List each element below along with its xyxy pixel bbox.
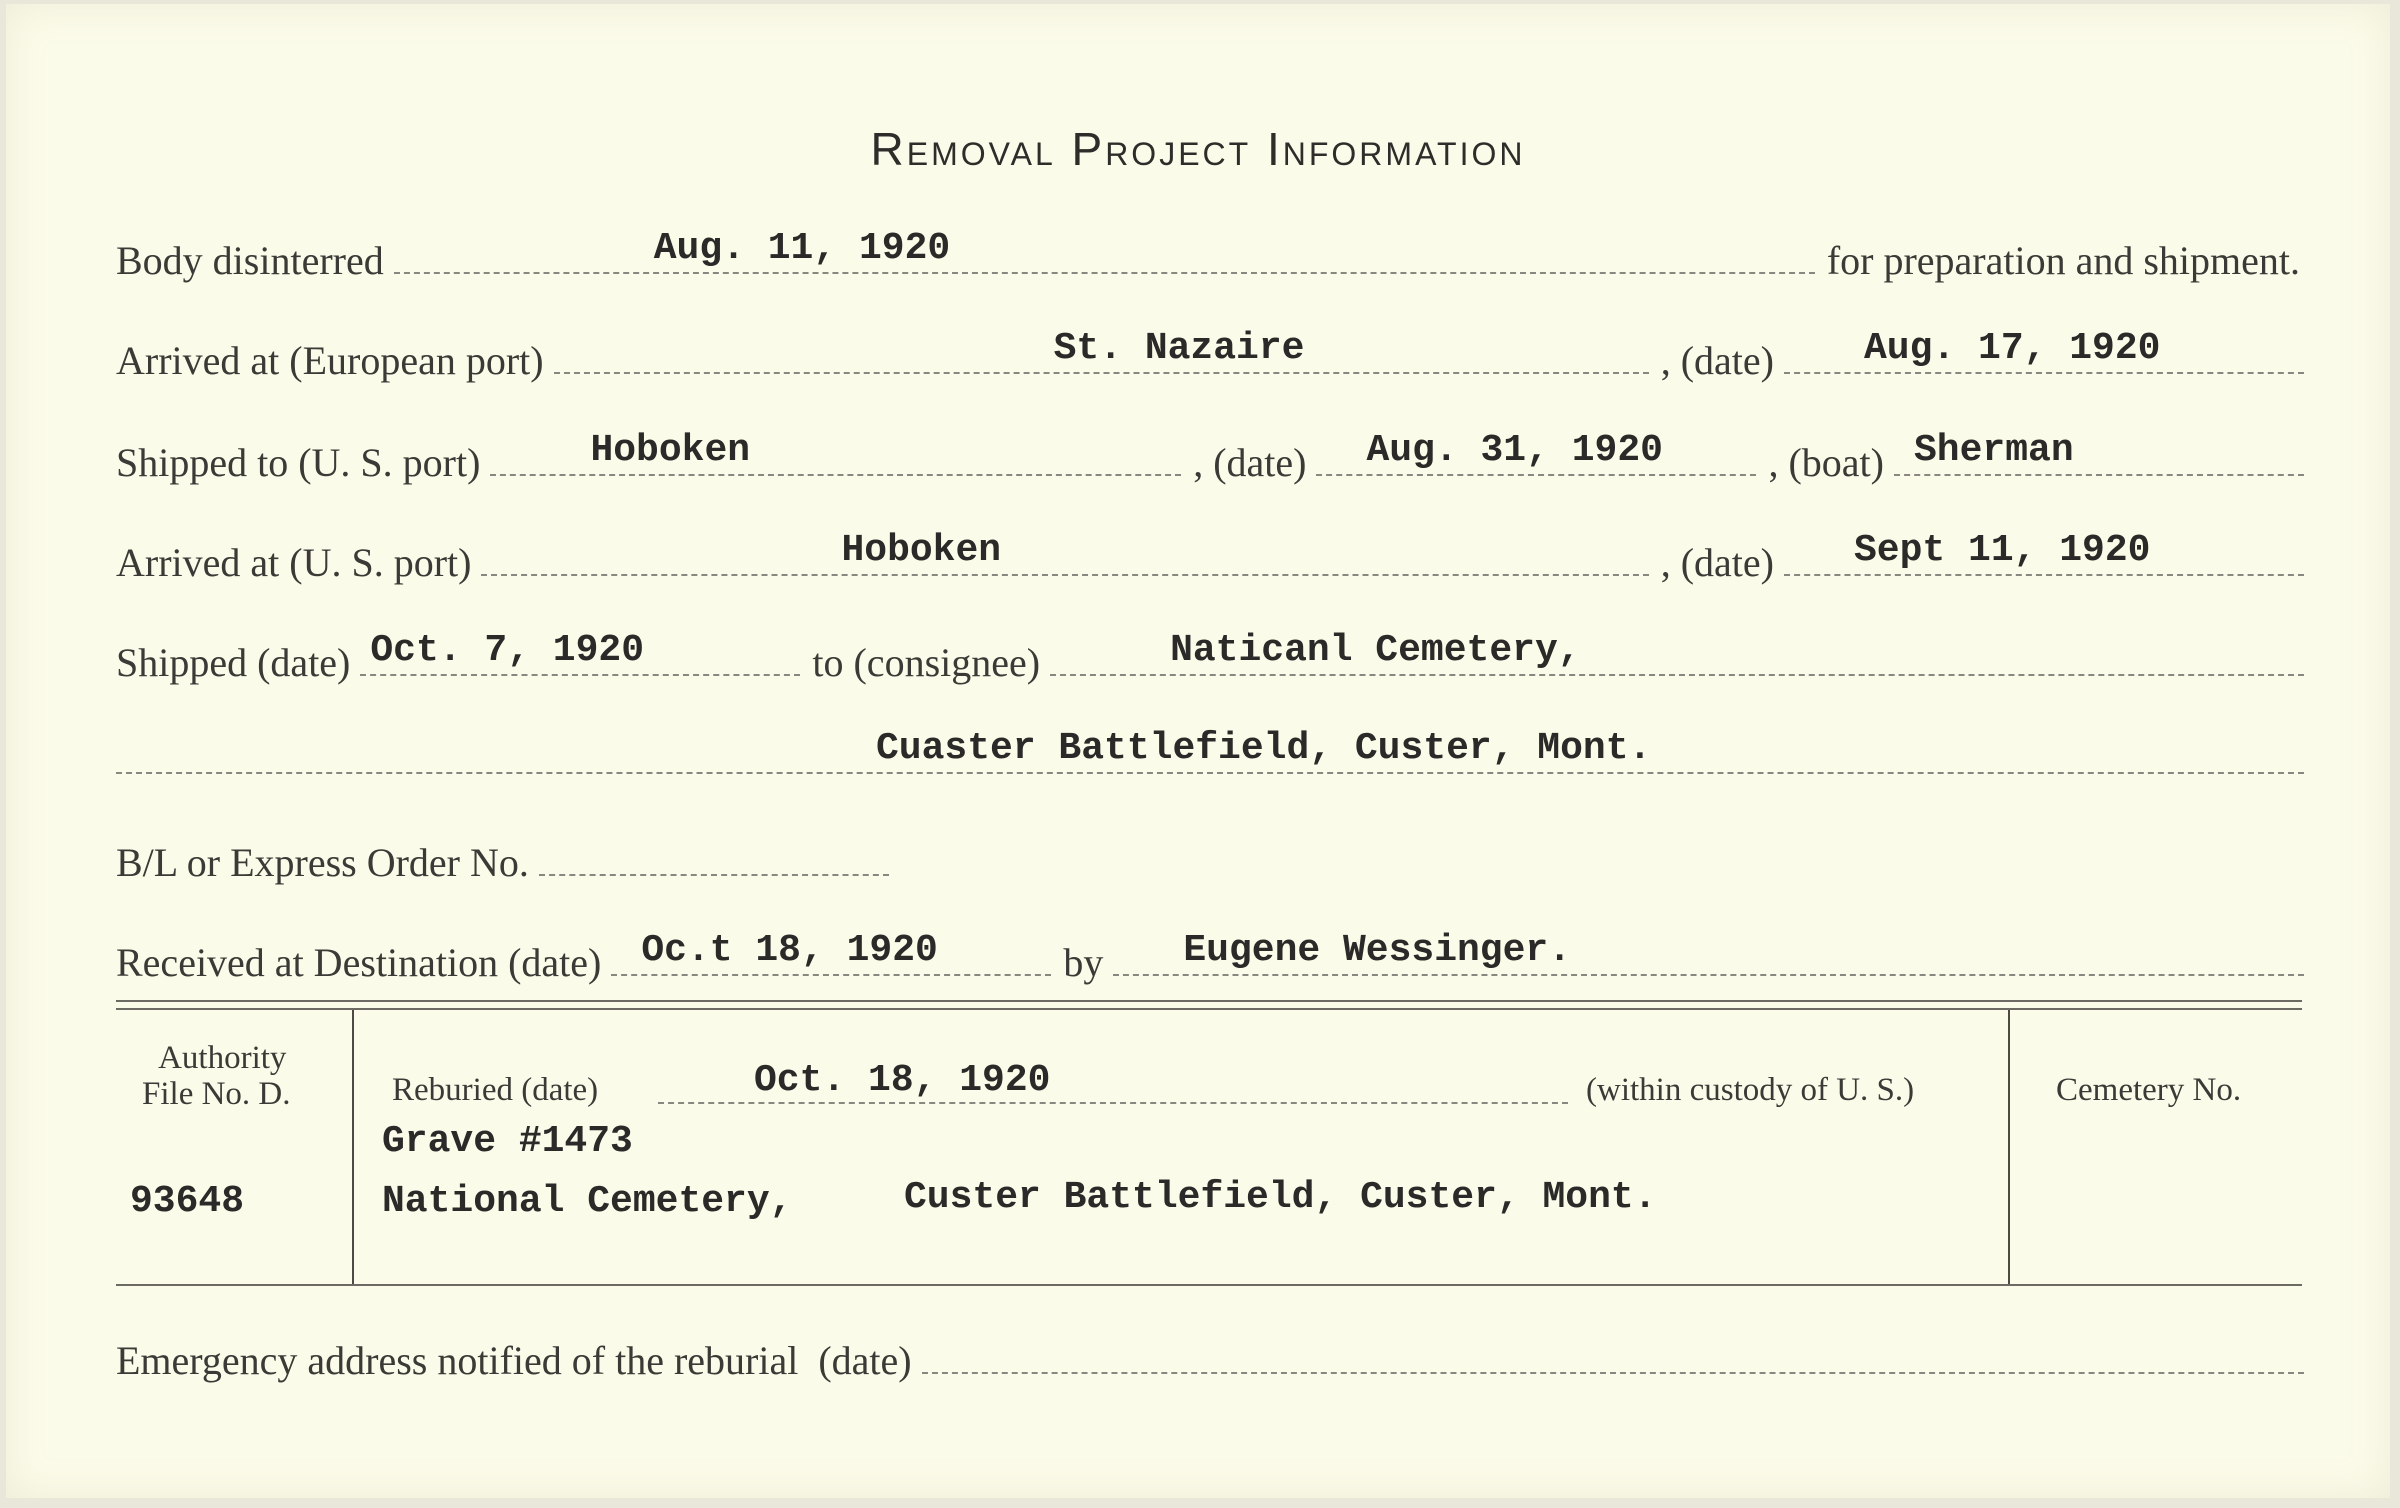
authority-label — [142, 1040, 291, 1112]
boat-label: , (boat) — [1768, 440, 1884, 485]
disinterred-label: Body disinterred — [116, 238, 384, 283]
european-port-date-label: , (date) — [1660, 338, 1774, 383]
shipped-to-date-field[interactable] — [1316, 429, 1756, 476]
european-port-field[interactable] — [554, 327, 1649, 374]
received-by: Eugene Wessinger. — [1183, 929, 1572, 972]
consignee-line2: Cuaster Battlefield, Custer, Mont. — [876, 727, 1652, 770]
grave-number: Grave #1473 — [382, 1120, 633, 1163]
row-european-port — [116, 327, 2310, 384]
emergency-date-field[interactable] — [922, 1332, 2304, 1374]
authority-file-number: 93648 — [130, 1180, 245, 1223]
shipped-date-field[interactable] — [360, 629, 800, 676]
divider-authority — [352, 1010, 354, 1284]
us-port-date: Sept 11, 1920 — [1854, 529, 2151, 572]
reburial-location-place: Custer Battlefield, Custer, Mont. — [904, 1176, 1657, 1219]
reburied-date: Oct. 18, 1920 — [754, 1059, 1051, 1102]
row-emergency — [116, 1332, 2310, 1384]
reburied-label: Reburied (date) — [392, 1072, 599, 1108]
received-by-label: by — [1063, 940, 1104, 985]
section-rule-top — [116, 1000, 2302, 1002]
section-rule-bottom — [116, 1284, 2302, 1286]
disinterred-suffix: for preparation and shipment. — [1826, 238, 2300, 283]
consignee-field-line2[interactable] — [116, 727, 2304, 774]
bl-label: B/L or Express Order No. — [116, 840, 529, 885]
custody-note: (within custody of U. S.) — [1586, 1072, 1915, 1108]
us-port-value: Hoboken — [841, 529, 1002, 572]
bl-field[interactable] — [539, 834, 889, 876]
authority-label-line1: Authority — [158, 1040, 287, 1076]
card-title: Removal Project Information — [870, 123, 1526, 175]
shipped-to-date-label: , (date) — [1193, 440, 1307, 485]
consignee-field[interactable] — [1050, 629, 2304, 676]
shipped-to-label: Shipped to (U. S. port) — [116, 440, 481, 485]
shipped-to-date: Aug. 31, 1920 — [1366, 429, 1663, 472]
boat-field[interactable] — [1894, 429, 2304, 476]
row-consignee-cont — [116, 727, 2310, 774]
row-received — [116, 929, 2310, 986]
us-port-field[interactable] — [481, 529, 1648, 576]
emergency-label: Emergency address notified of the reburial (date) — [116, 1338, 912, 1383]
received-by-field[interactable] — [1113, 929, 2304, 976]
disinterred-field[interactable] — [394, 227, 1815, 274]
shipped-to-field[interactable] — [490, 429, 1181, 476]
disinterred-date: Aug. 11, 1920 — [653, 227, 951, 270]
european-port-date-field[interactable] — [1784, 327, 2304, 374]
us-port-label: Arrived at (U. S. port) — [116, 540, 472, 585]
section-rule-top-double — [116, 1008, 2302, 1010]
european-port-value: St. Nazaire — [1053, 327, 1305, 370]
authority-label-line2: File No. D. — [142, 1076, 291, 1112]
row-disinterred — [116, 227, 2310, 284]
reburial-location: National Cemetery, — [382, 1180, 793, 1223]
received-date: Oc.t 18, 1920 — [641, 929, 938, 972]
row-us-port — [116, 529, 2310, 586]
consignee-label: to (consignee) — [812, 640, 1041, 685]
received-date-field[interactable] — [611, 929, 1051, 976]
reburied-date-field[interactable] — [658, 1059, 1568, 1104]
consignee-line1: Naticanl Cemetery, — [1170, 629, 1581, 672]
european-port-date: Aug. 17, 1920 — [1864, 327, 2161, 370]
removal-project-card — [6, 4, 2390, 1498]
received-label: Received at Destination (date) — [116, 940, 602, 985]
european-port-label: Arrived at (European port) — [116, 338, 544, 383]
cemetery-no-label: Cemetery No. — [2056, 1072, 2242, 1108]
divider-cemetery — [2008, 1010, 2010, 1284]
row-shipped-to — [116, 429, 2310, 486]
shipped-label: Shipped (date) — [116, 640, 351, 685]
shipped-to-port: Hoboken — [590, 429, 751, 472]
row-bl — [116, 834, 2310, 886]
boat-name: Sherman — [1914, 429, 2074, 472]
row-shipped — [116, 629, 2310, 686]
us-port-date-label: , (date) — [1660, 540, 1774, 585]
us-port-date-field[interactable] — [1784, 529, 2304, 576]
shipped-date: Oct. 7, 1920 — [370, 629, 645, 672]
